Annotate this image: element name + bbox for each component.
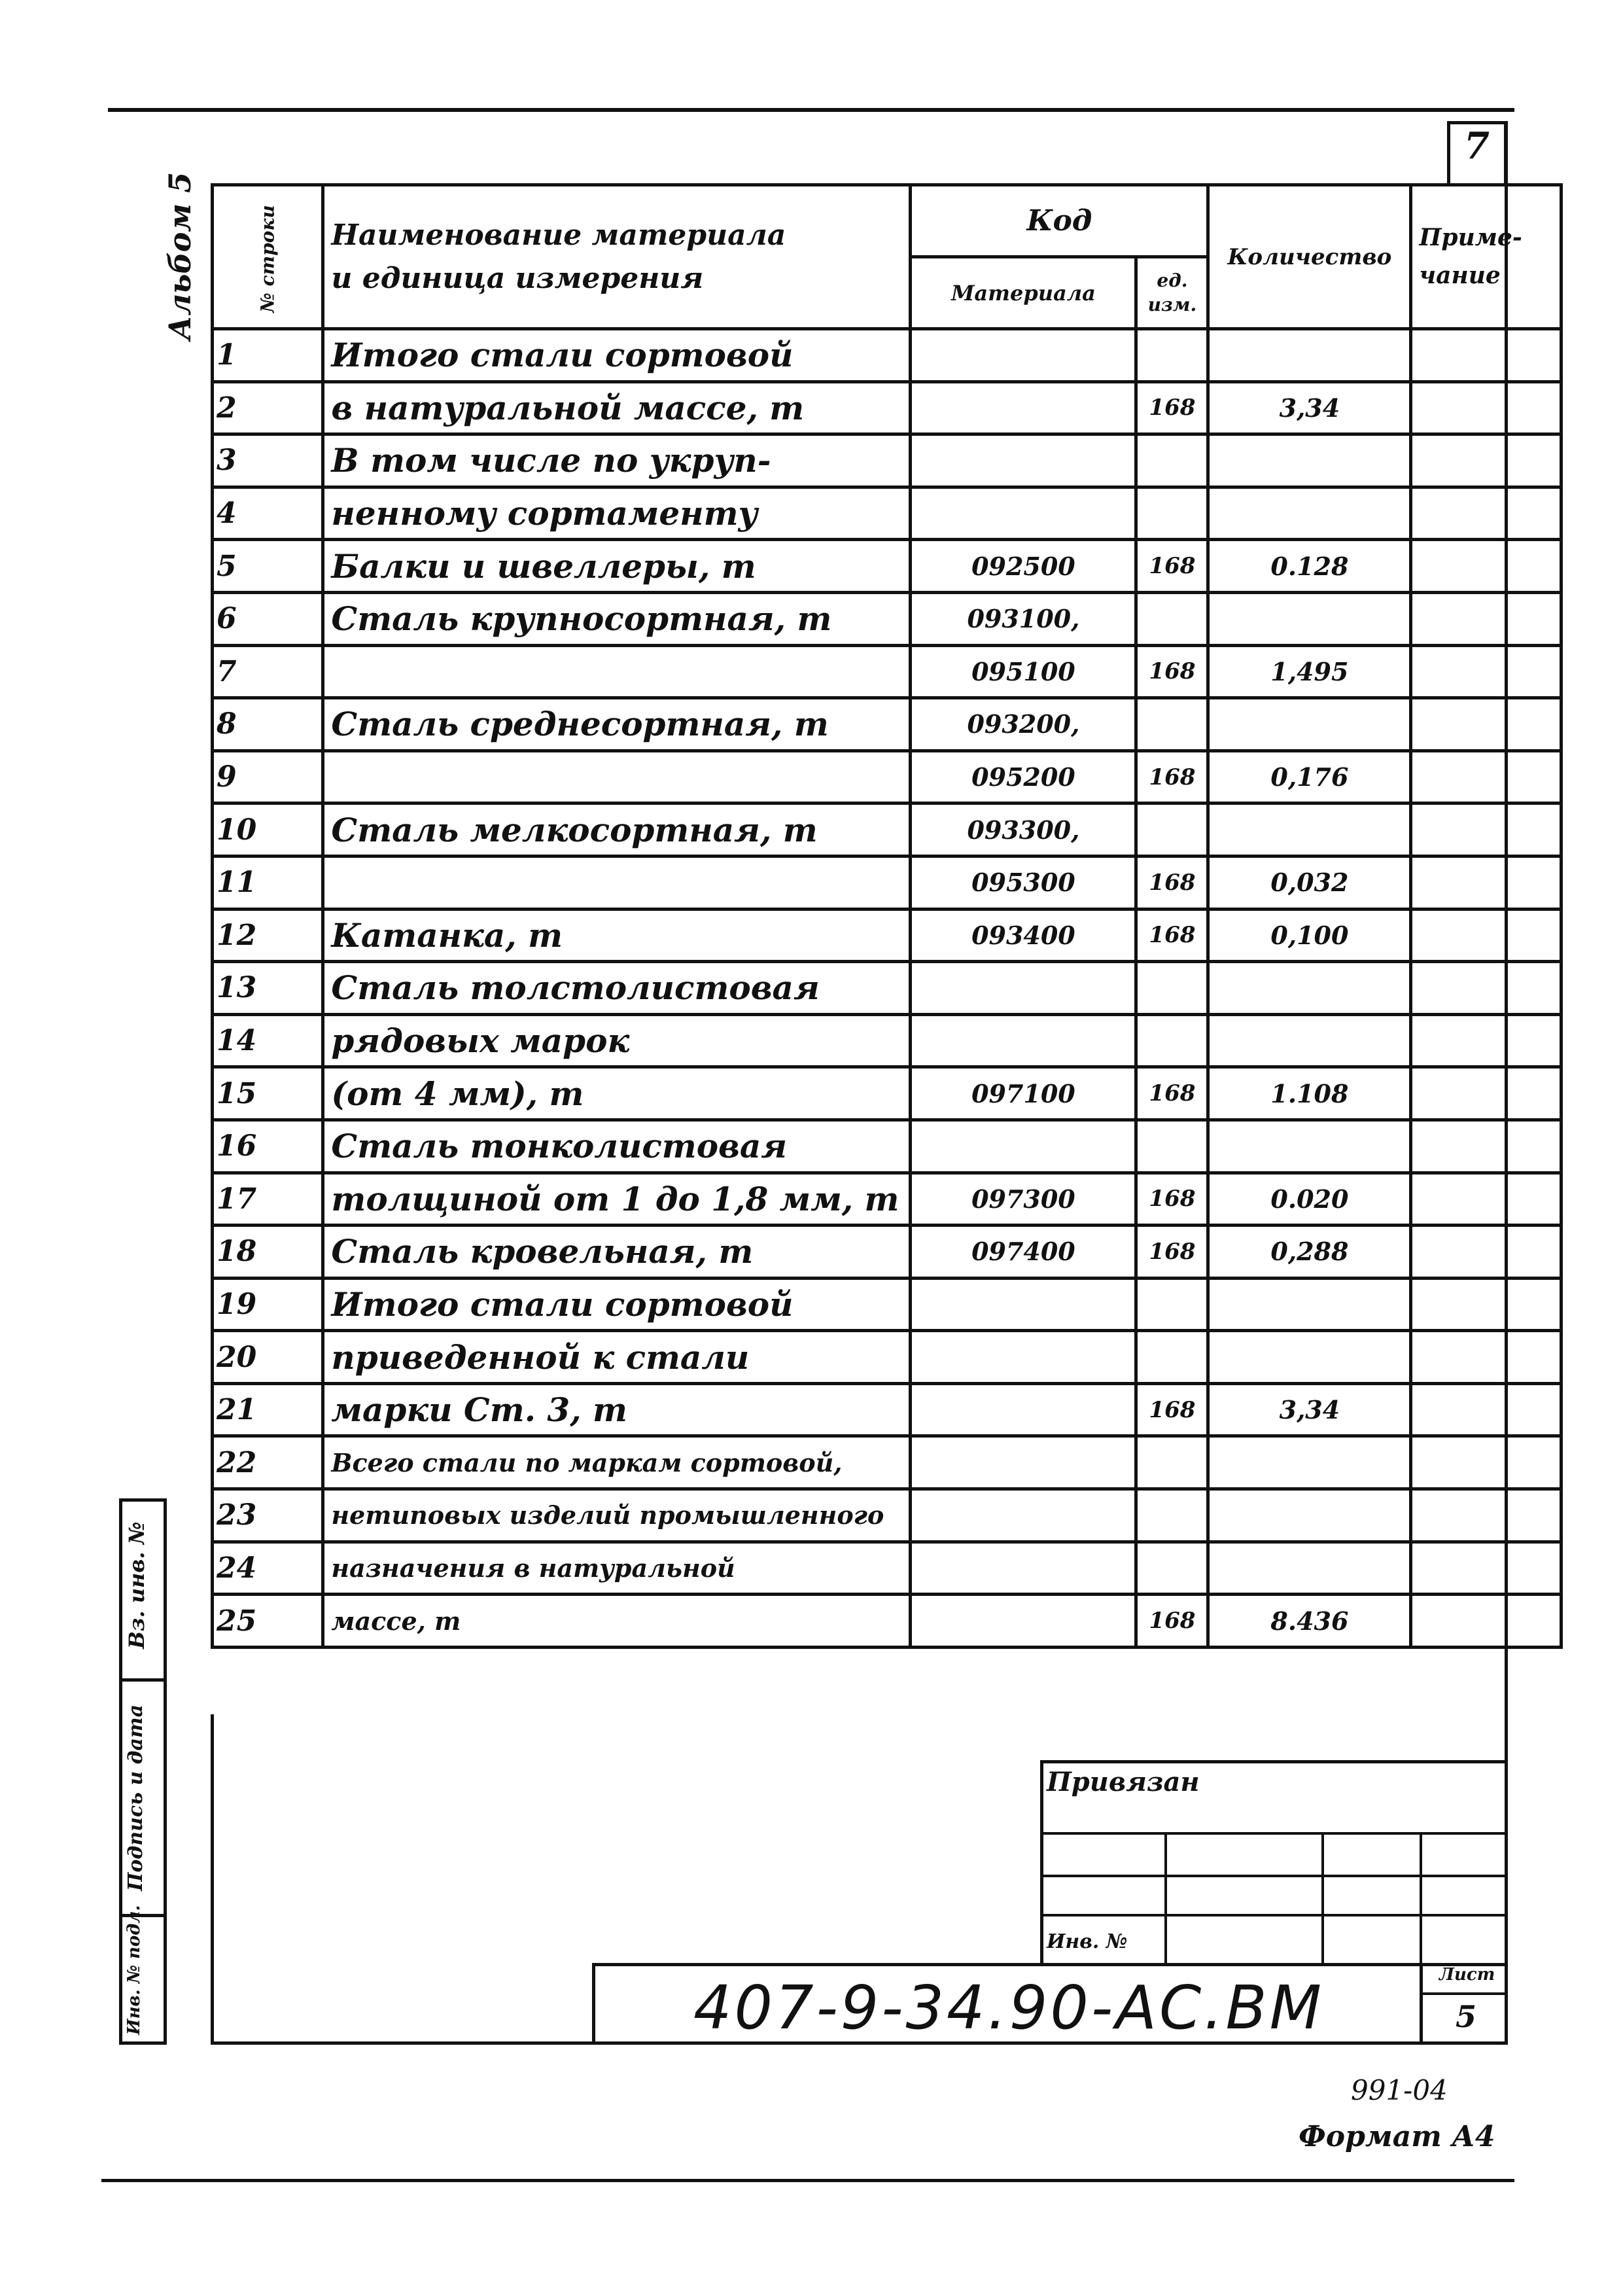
row-note (1411, 1173, 1562, 1226)
row-quantity: 0.020 (1208, 1173, 1411, 1226)
table-row (213, 434, 1562, 487)
row-quantity (1208, 592, 1411, 645)
row-quantity (1208, 1014, 1411, 1067)
row-unit-code: 168 (1136, 1595, 1208, 1648)
row-unit-code: 168 (1136, 1226, 1208, 1279)
row-unit-code: 168 (1136, 856, 1208, 909)
table-row (213, 1067, 1562, 1120)
row-name: приведенной к стали (323, 1331, 911, 1384)
row-note (1411, 1278, 1562, 1331)
row-material-code (911, 329, 1136, 382)
row-unit-code (1136, 1331, 1208, 1384)
margin-stamp-divider-1 (119, 1678, 165, 1682)
row-quantity (1208, 804, 1411, 857)
row-name: марки Ст. 3, т (323, 1383, 911, 1436)
row-unit-code (1136, 1542, 1208, 1595)
row-number: 4 (213, 487, 323, 540)
row-number: 20 (213, 1331, 323, 1384)
row-quantity (1208, 962, 1411, 1015)
row-number: 24 (213, 1542, 323, 1595)
row-name: рядовых марок (323, 1014, 911, 1067)
row-material-code: 097300 (911, 1173, 1136, 1226)
row-quantity: 0,176 (1208, 751, 1411, 804)
row-quantity: 1.108 (1208, 1067, 1411, 1120)
header-code: Код (911, 185, 1208, 257)
row-unit-code: 168 (1136, 645, 1208, 698)
row-material-code: 097400 (911, 1226, 1136, 1279)
row-name: Сталь кровельная, т (323, 1226, 911, 1279)
table-row (213, 962, 1562, 1015)
margin-stamp-divider-v (164, 1498, 167, 2045)
row-note (1411, 1595, 1562, 1648)
row-number: 6 (213, 592, 323, 645)
row-quantity: 8.436 (1208, 1595, 1411, 1648)
materials-table (211, 183, 1563, 1649)
row-name: (от 4 мм), т (323, 1067, 911, 1120)
row-material-code (911, 962, 1136, 1015)
row-quantity (1208, 1436, 1411, 1489)
row-unit-code (1136, 804, 1208, 857)
table-row (213, 645, 1562, 698)
row-name: массе, т (323, 1595, 911, 1648)
row-number: 23 (213, 1489, 323, 1542)
table-row (213, 1489, 1562, 1542)
row-number: 13 (213, 962, 323, 1015)
row-material-code (911, 1120, 1136, 1173)
format-label: Формат А4 (1299, 2120, 1495, 2153)
row-note (1411, 1331, 1562, 1384)
table-row (213, 1595, 1562, 1648)
row-name: Балки и швеллеры, т (323, 540, 911, 593)
row-note (1411, 1383, 1562, 1436)
row-name: Сталь среднесортная, т (323, 698, 911, 751)
row-number: 17 (213, 1173, 323, 1226)
row-material-code: 095300 (911, 856, 1136, 909)
frame-left-line (211, 1714, 214, 2045)
row-material-code: 093100, (911, 592, 1136, 645)
row-number: 15 (213, 1067, 323, 1120)
row-number: 3 (213, 434, 323, 487)
row-quantity: 3,34 (1208, 381, 1411, 434)
bottom-border-line (101, 2179, 1514, 2182)
table-row (213, 856, 1562, 909)
row-number: 7 (213, 645, 323, 698)
row-unit-code: 168 (1136, 1383, 1208, 1436)
row-name (323, 645, 911, 698)
row-material-code: 093400 (911, 909, 1136, 962)
row-name: Всего стали по маркам сортовой, (323, 1436, 911, 1489)
row-number: 14 (213, 1014, 323, 1067)
row-name: толщиной от 1 до 1,8 мм, т (323, 1173, 911, 1226)
row-material-code: 093300, (911, 804, 1136, 857)
row-quantity (1208, 1278, 1411, 1331)
row-number: 9 (213, 751, 323, 804)
row-number: 18 (213, 1226, 323, 1279)
header-quantity: Количество (1208, 185, 1411, 329)
row-number: 2 (213, 381, 323, 434)
row-quantity (1208, 434, 1411, 487)
table-row (213, 487, 1562, 540)
row-unit-code (1136, 329, 1208, 382)
row-material-code (911, 381, 1136, 434)
row-name: Итого стали сортовой (323, 1278, 911, 1331)
row-number: 10 (213, 804, 323, 857)
row-note (1411, 1067, 1562, 1120)
row-material-code (911, 1436, 1136, 1489)
row-quantity (1208, 698, 1411, 751)
row-note (1411, 962, 1562, 1015)
row-unit-code (1136, 1120, 1208, 1173)
row-note (1411, 1014, 1562, 1067)
row-unit-code (1136, 962, 1208, 1015)
row-quantity (1208, 1489, 1411, 1542)
row-material-code: 095100 (911, 645, 1136, 698)
table-row (213, 540, 1562, 593)
row-unit-code: 168 (1136, 1067, 1208, 1120)
row-number: 22 (213, 1436, 323, 1489)
row-quantity (1208, 487, 1411, 540)
row-name: ненному сортаменту (323, 487, 911, 540)
row-note (1411, 540, 1562, 593)
sheet-number: 5 (1456, 1999, 1477, 2034)
stamp-col-line-2 (1321, 1832, 1324, 1963)
row-quantity (1208, 1542, 1411, 1595)
row-unit-code: 168 (1136, 381, 1208, 434)
row-material-code: 093200, (911, 698, 1136, 751)
stamp-col-line-3 (1420, 1832, 1422, 1963)
row-material-code (911, 1014, 1136, 1067)
row-material-code (911, 1542, 1136, 1595)
margin-inv-original: Инв. № подл. (124, 1905, 144, 2035)
row-material-code (911, 434, 1136, 487)
row-note (1411, 856, 1562, 909)
row-name: Катанка, т (323, 909, 911, 962)
row-note (1411, 329, 1562, 382)
table-row (213, 1436, 1562, 1489)
table-row (213, 1173, 1562, 1226)
header-name: Наименование материала и единица измерения (323, 185, 911, 329)
row-material-code (911, 1278, 1136, 1331)
sheet-divider-v (1420, 1963, 1423, 2045)
row-note (1411, 751, 1562, 804)
row-name: Сталь крупносортная, т (323, 592, 911, 645)
row-name: В том числе по укруп- (323, 434, 911, 487)
row-unit-code (1136, 698, 1208, 751)
row-material-code (911, 1595, 1136, 1648)
document-code: 407-9-34.90-АС.ВМ (693, 1973, 1325, 2043)
row-name: Сталь мелкосортная, т (323, 804, 911, 857)
row-unit-code: 168 (1136, 909, 1208, 962)
table-row (213, 1331, 1562, 1384)
row-name: в натуральной массе, т (323, 381, 911, 434)
row-unit-code: 168 (1136, 540, 1208, 593)
row-unit-code: 168 (1136, 751, 1208, 804)
stamp-row-line-2 (1040, 1875, 1508, 1877)
row-number: 11 (213, 856, 323, 909)
row-quantity (1208, 1331, 1411, 1384)
row-name (323, 751, 911, 804)
header-unit: ед. изм. (1136, 257, 1208, 329)
row-quantity: 0.128 (1208, 540, 1411, 593)
margin-signature-date: Подпись и дата (124, 1704, 147, 1891)
row-material-code (911, 1383, 1136, 1436)
row-note (1411, 1436, 1562, 1489)
table-row (213, 329, 1562, 382)
row-note (1411, 1489, 1562, 1542)
page-number: 7 (1464, 124, 1490, 168)
header-material: Материала (911, 257, 1136, 329)
row-name: Итого стали сортовой (323, 329, 911, 382)
row-note (1411, 487, 1562, 540)
row-unit-code (1136, 1436, 1208, 1489)
table-row (213, 804, 1562, 857)
header-row-no: № строки (213, 185, 323, 329)
row-number: 5 (213, 540, 323, 593)
table-row (213, 1278, 1562, 1331)
row-number: 25 (213, 1595, 323, 1648)
table-row (213, 592, 1562, 645)
row-note (1411, 1542, 1562, 1595)
row-unit-code: 168 (1136, 1173, 1208, 1226)
row-name (323, 856, 911, 909)
margin-inv-number: Вз. инв. № (124, 1521, 149, 1649)
row-note (1411, 434, 1562, 487)
row-material-code (911, 1331, 1136, 1384)
table-row (213, 1120, 1562, 1173)
table-row (213, 909, 1562, 962)
row-note (1411, 698, 1562, 751)
row-unit-code (1136, 592, 1208, 645)
row-material-code: 097100 (911, 1067, 1136, 1120)
table-row (213, 1226, 1562, 1279)
row-note (1411, 1120, 1562, 1173)
table-row (213, 1014, 1562, 1067)
row-number: 1 (213, 329, 323, 382)
row-note (1411, 381, 1562, 434)
row-material-code (911, 1489, 1136, 1542)
sheet-label: Лист (1439, 1965, 1495, 1985)
privyazan-label: Привязан (1047, 1767, 1200, 1797)
row-quantity (1208, 329, 1411, 382)
row-name: нетиповых изделий промышленного (323, 1489, 911, 1542)
row-unit-code (1136, 1014, 1208, 1067)
row-note (1411, 592, 1562, 645)
row-material-code (911, 487, 1136, 540)
table-row (213, 1383, 1562, 1436)
stamp-row-line-3 (1040, 1914, 1508, 1916)
row-note (1411, 804, 1562, 857)
row-name: Сталь тонколистовая (323, 1120, 911, 1173)
album-label: Альбом 5 (162, 171, 198, 340)
row-quantity: 3,34 (1208, 1383, 1411, 1436)
row-note (1411, 1226, 1562, 1279)
row-number: 19 (213, 1278, 323, 1331)
table-row (213, 381, 1562, 434)
row-unit-code (1136, 434, 1208, 487)
row-unit-code (1136, 487, 1208, 540)
table-row (213, 698, 1562, 751)
order-number: 991-04 (1351, 2074, 1448, 2106)
row-number: 8 (213, 698, 323, 751)
row-number: 12 (213, 909, 323, 962)
sheet-divider-h (1420, 1992, 1508, 1995)
row-number: 21 (213, 1383, 323, 1436)
row-quantity: 0,100 (1208, 909, 1411, 962)
header-note: Приме- чание (1411, 185, 1562, 329)
row-material-code: 092500 (911, 540, 1136, 593)
row-unit-code (1136, 1278, 1208, 1331)
row-material-code: 095200 (911, 751, 1136, 804)
stamp-col-line-1 (1164, 1832, 1167, 1963)
row-quantity (1208, 1120, 1411, 1173)
row-quantity: 1,495 (1208, 645, 1411, 698)
row-number: 16 (213, 1120, 323, 1173)
row-unit-code (1136, 1489, 1208, 1542)
table-row (213, 751, 1562, 804)
row-note (1411, 645, 1562, 698)
row-quantity: 0,032 (1208, 856, 1411, 909)
row-name: Сталь толстолистовая (323, 962, 911, 1015)
row-quantity: 0,288 (1208, 1226, 1411, 1279)
table-row (213, 1542, 1562, 1595)
stamp-row-line-1 (1040, 1832, 1508, 1835)
row-note (1411, 909, 1562, 962)
row-name: назначения в натуральной (323, 1542, 911, 1595)
top-border-line (108, 108, 1514, 112)
stamp-inv-no: Инв. № (1047, 1930, 1128, 1953)
